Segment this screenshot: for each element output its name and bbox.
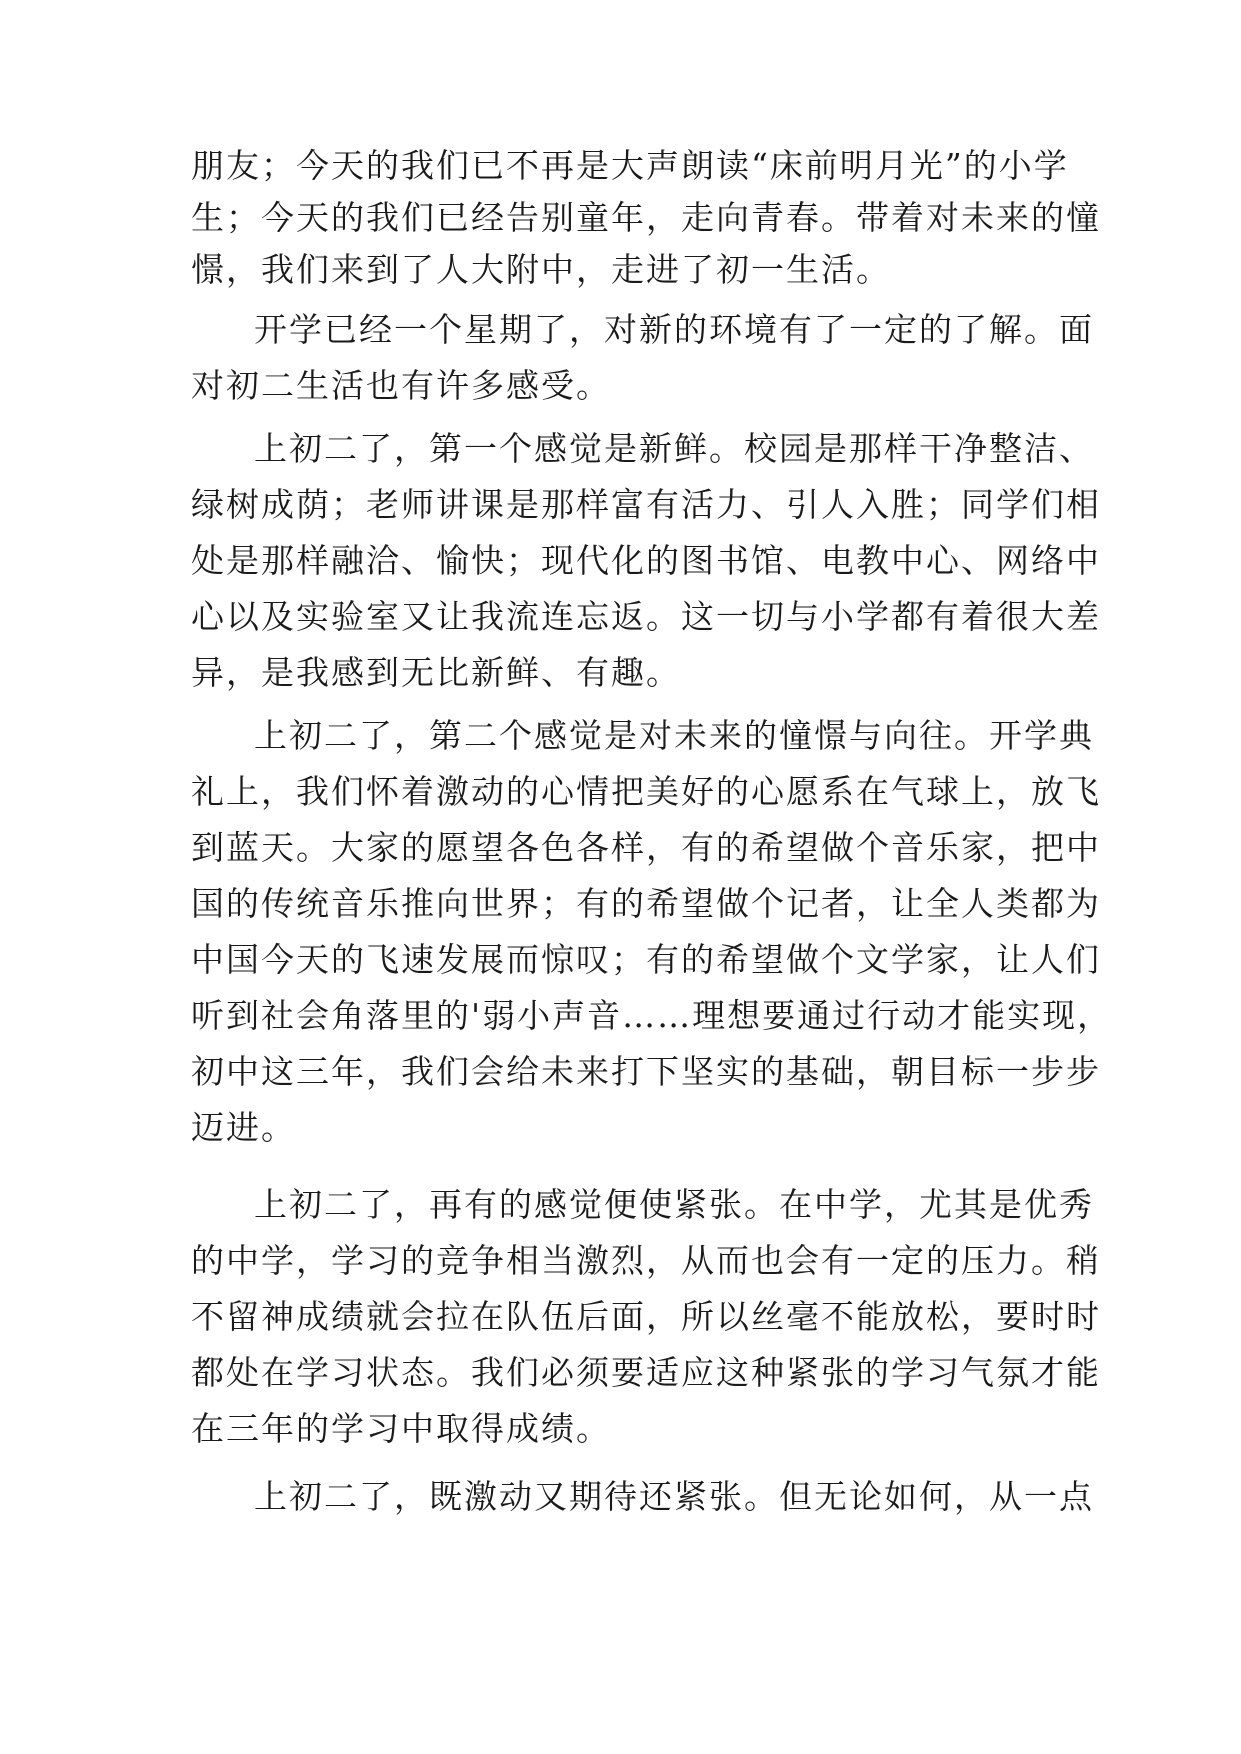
text-line: 绿树成荫；老师讲课是那样富有活力、引人入胜；同学们相 [191, 485, 1101, 524]
text-line: 开学已经一个星期了，对新的环境有了一定的了解。面 [254, 310, 1094, 349]
text-line: 上初二了，既激动又期待还紧张。但无论如何，从一点 [254, 1477, 1094, 1516]
text-line: 上初二了，第二个感觉是对未来的憧憬与向往。开学典 [254, 716, 1094, 755]
text-line: 对初二生活也有许多感受。 [191, 366, 611, 405]
text-line: 迈进。 [191, 1108, 296, 1147]
text-line: 不留神成绩就会拉在队伍后面，所以丝毫不能放松，要时时 [191, 1297, 1101, 1336]
text-line: 到蓝天。大家的愿望各色各样，有的希望做个音乐家，把中 [191, 828, 1101, 867]
text-line: 在三年的学习中取得成绩。 [191, 1409, 611, 1448]
text-line: 上初二了，第一个感觉是新鲜。校园是那样干净整洁、 [254, 429, 1094, 468]
text-line: 中国今天的飞速发展而惊叹；有的希望做个文学家，让人们 [191, 940, 1101, 979]
text-line: 朋友；今天的我们已不再是大声朗读“床前明月光”的小学 [191, 146, 1069, 185]
text-line: 上初二了，再有的感觉便使紧张。在中学，尤其是优秀 [254, 1185, 1094, 1224]
text-line: 憬，我们来到了人大附中，走进了初一生活。 [191, 250, 891, 289]
text-line: 礼上，我们怀着激动的心情把美好的心愿系在气球上，放飞 [191, 772, 1101, 811]
text-line: 异，是我感到无比新鲜、有趣。 [191, 653, 681, 692]
text-line: 听到社会角落里的'弱小声音……理想要通过行动才能实现， [191, 996, 1113, 1035]
text-line: 生；今天的我们已经告别童年，走向青春。带着对未来的憧 [191, 198, 1101, 237]
text-line: 处是那样融洽、愉快；现代化的图书馆、电教中心、网络中 [191, 541, 1101, 580]
text-line: 都处在学习状态。我们必须要适应这种紧张的学习气氛才能 [191, 1353, 1101, 1392]
text-line: 国的传统音乐推向世界；有的希望做个记者，让全人类都为 [191, 884, 1101, 923]
text-line: 初中这三年，我们会给未来打下坚实的基础，朝目标一步步 [191, 1052, 1101, 1091]
text-line: 的中学，学习的竞争相当激烈，从而也会有一定的压力。稍 [191, 1241, 1101, 1280]
text-line: 心以及实验室又让我流连忘返。这一切与小学都有着很大差 [191, 597, 1101, 636]
